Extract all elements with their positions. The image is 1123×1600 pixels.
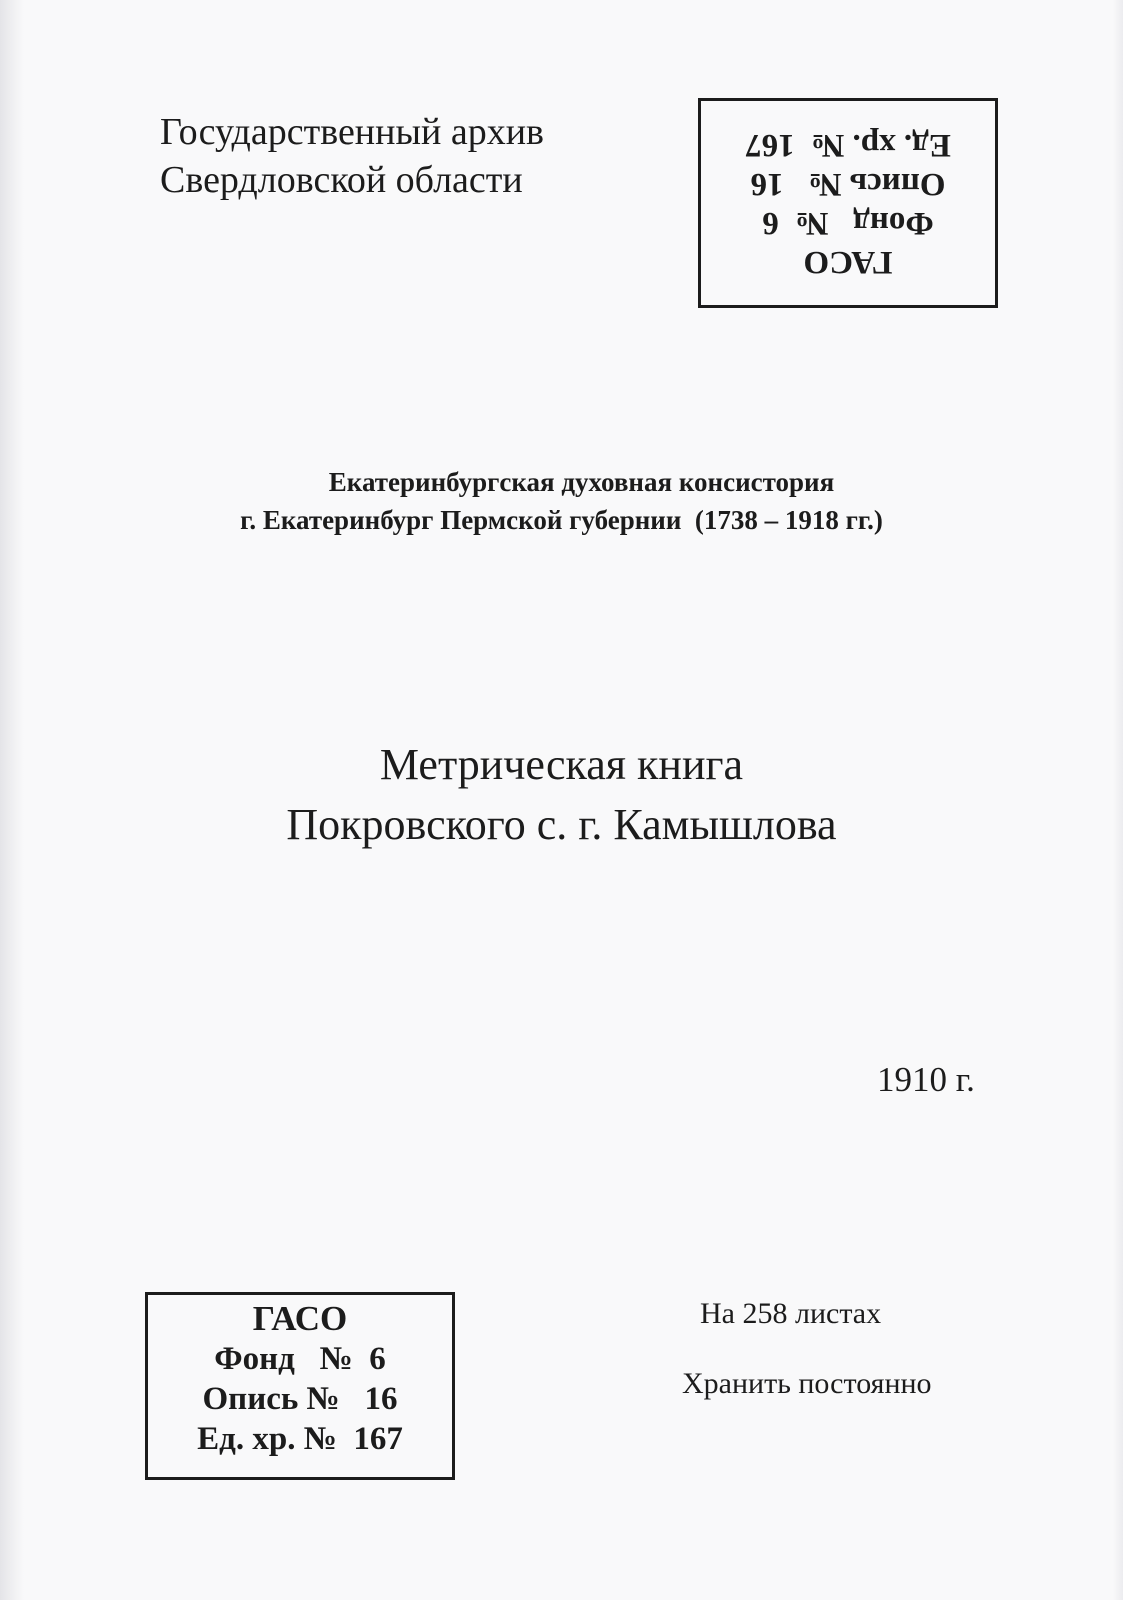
book-year: 1910 г. (877, 1060, 975, 1099)
stamp-unit: Ед. хр. № 167 (197, 1421, 403, 1457)
book-title-line-2: Покровского с. г. Камышлова (286, 800, 837, 849)
archive-stamp-upside-down (698, 98, 998, 308)
stamp-fond: Фонд № 6 (762, 205, 934, 241)
archive-name-line-2: Свердловской области (160, 159, 523, 201)
book-title-line-1: Метрическая книга (379, 740, 744, 789)
archive-name (160, 108, 544, 204)
consistory-heading (0, 463, 1123, 539)
sheet-count: На 258 листах (700, 1297, 882, 1330)
archive-name-line-1: Государственный архив (160, 111, 544, 153)
archive-stamp (145, 1292, 455, 1480)
book-title (0, 735, 1123, 855)
consistory-line-1: Екатеринбургская духовная консистория (328, 467, 835, 497)
stamp-archive-abbr: ГАСО (252, 1299, 348, 1338)
stamp-archive-abbr: ГАСО (803, 244, 893, 280)
consistory-line-2: г. Екатеринбург Пермской губернии (1738 – 1918 гг.) (240, 505, 883, 535)
stamp-fond: Фонд № 6 (214, 1341, 386, 1377)
stamp-opis: Опись № 16 (750, 166, 946, 202)
stamp-opis: Опись № 16 (202, 1381, 398, 1417)
storage-note: Хранить постоянно (682, 1367, 932, 1400)
stamp-unit: Ед. хр. № 167 (745, 127, 951, 163)
